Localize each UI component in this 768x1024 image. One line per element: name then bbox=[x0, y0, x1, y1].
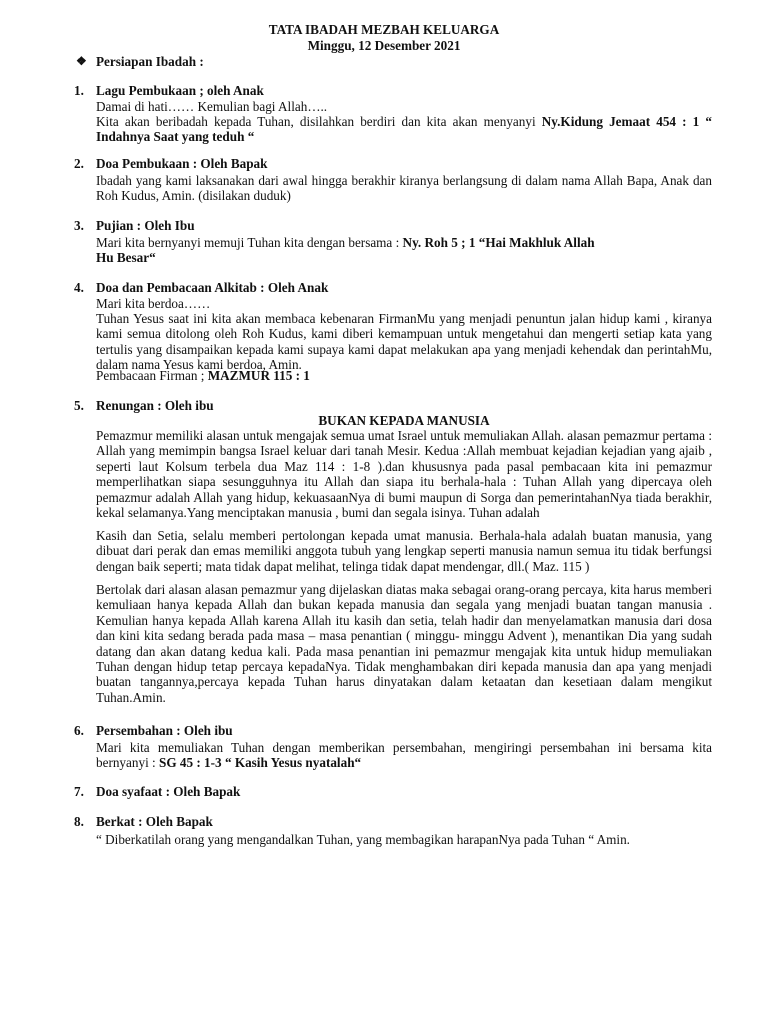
section-3-number: 3. bbox=[74, 218, 84, 233]
section-6-heading: Persembahan : Oleh ibu bbox=[96, 723, 233, 738]
sermon-paragraph-2: Kasih dan Setia, selalu memberi pertolongan kepada umat manusia. Berhala-hala adalah buatan manusia, yang dibuat dari perak dan emas memiliki anggota tubuh yang lengkap seperti manusia namun semua itu tidak berfungsi dengan baik seperti; mata tidak dapat melihat, telinga tidak dapat mendengar, dll.( Maz. 115 ) bbox=[96, 528, 712, 574]
section-7-number: 7. bbox=[74, 784, 84, 799]
section-4-number: 4. bbox=[74, 280, 84, 295]
section-6-number: 6. bbox=[74, 723, 84, 738]
section-3-song-ref: Ny. Roh 5 ; 1 “Hai Makhluk Allah bbox=[402, 235, 595, 250]
sermon-title: BUKAN KEPADA MANUSIA bbox=[318, 413, 490, 428]
section-2-number: 2. bbox=[74, 156, 84, 171]
document-date: Minggu, 12 Desember 2021 bbox=[307, 38, 461, 53]
section-3-text-1 bbox=[96, 235, 712, 250]
section-4-reading-label: Pembacaan Firman ; bbox=[96, 368, 208, 383]
section-4-text-3 bbox=[96, 368, 712, 383]
section-4-text-2: Tuhan Yesus saat ini kita akan membaca kebenaran FirmanMu yang menjadi penuntun jalan hidup kami , kiranya kami semua ditolong oleh Roh Kudus, kami diberi kemampuan untuk mengetahui dan mengerti setiap kata yang tertulis yang disampaikan kepada kami supaya kami dapat melakukan apa yang menjadi kehendak dan perintahMu, dalam nama Yesus kami berdoa, Amin. bbox=[96, 311, 712, 373]
section-2-text: Ibadah yang kami laksanakan dari awal hingga berakhir kiranya berlangsung di dalam nama Allah Bapa, Anak dan Roh Kudus, Amin. (disilakan duduk) bbox=[96, 173, 712, 204]
section-5-heading: Renungan : Oleh ibu bbox=[96, 398, 214, 413]
section-8-number: 8. bbox=[74, 814, 84, 829]
section-3-song-ref-cont: Hu Besar“ bbox=[96, 250, 156, 265]
section-1-number: 1. bbox=[74, 83, 84, 98]
sermon-paragraph-3: Bertolak dari alasan alasan pemazmur yang dijelaskan diatas maka sebagai orang-orang percaya, kita harus memberi kemuliaan hanya kepada Allah dan bukan kepada manusia dan segala yang menjadi buatan tangan manusia . Kemulian hanya kepada Allah karena Allah itu kasih dan setia, telah hadir dan menyelamatkan manusia dari dosa dan kini kita sedang berada pada masa – masa penantian ( minggu- minggu Advent ), menantikan Dia yang sudah datang dan akan datang kedua kali. Pada masa penantian ini pemazmur mengajak kita untuk hidup memuliakan Tuhan dengan hidup tetap percaya kepadaNya. Tidak menghambakan diri kepada manusia dan apa yang menjadi buatan tangannya,percaya kepada Tuhan harus dinyatakan dalam ketaatan dan kesetiaan dalam mengikut Tuhan.Amin. bbox=[96, 582, 712, 705]
section-3-heading: Pujian : Oleh Ibu bbox=[96, 218, 195, 233]
section-3-text-plain: Mari kita bernyanyi memuji Tuhan kita dengan bersama : bbox=[96, 235, 403, 250]
section-6-text bbox=[96, 740, 712, 771]
section-1-text-1: Damai di hati…… Kemulian bagi Allah….. bbox=[96, 99, 328, 114]
section-1-text-2 bbox=[96, 114, 712, 145]
section-8-text: “ Diberkatilah orang yang mengandalkan Tuhan, yang membagikan harapanNya pada Tuhan “ Amin. bbox=[96, 832, 630, 847]
section-3-text-2 bbox=[96, 250, 712, 265]
section-8-heading: Berkat : Oleh Bapak bbox=[96, 814, 213, 829]
section-4-reading-ref: MAZMUR 115 : 1 bbox=[207, 368, 310, 383]
section-1-song-ref: Ny.Kidung Jemaat 454 : 1 “ Indahnya Saat yang teduh “ bbox=[96, 114, 712, 145]
diamond-bullet-icon: ❖ bbox=[76, 54, 87, 68]
section-4-heading: Doa dan Pembacaan Alkitab : Oleh Anak bbox=[96, 280, 329, 295]
section-7-heading: Doa syafaat : Oleh Bapak bbox=[96, 784, 241, 799]
sermon-paragraph-1: Pemazmur memiliki alasan untuk mengajak semua umat Israel untuk memuliakan Allah. alasan pemazmur pertama : Allah yang memimpin bangsa Israel keluar dari tanah Mesir. Kedua :Allah membuat kejadian kejadian yang ajaib , seperti laut Kolsum terbela dua Maz 114 : 1-8 ).dan khususnya pada pasal pembacaan kita ini pemazmur memperlihatkan siapa sesungguhnya itu Allah dan siapa itu berhala-hala : Tuhan Allah yang dipercaya oleh pemazmur adalah Allah yang hidup, kekuasaanNya di bumi maupun di Sorga dan pemerintahanNya tiada berakhir, kekal selamanya.Yang menciptakan manusia , bumi dan segala isinya. Tuhan adalah bbox=[96, 428, 712, 521]
section-5-number: 5. bbox=[74, 398, 84, 413]
section-1-heading: Lagu Pembukaan ; oleh Anak bbox=[96, 83, 264, 98]
document-title: TATA IBADAH MEZBAH KELUARGA bbox=[268, 22, 500, 37]
section-6-song-ref: SG 45 : 1-3 “ Kasih Yesus nyatalah“ bbox=[159, 755, 362, 771]
section-1-text-2-plain: Kita akan beribadah kepada Tuhan, disilahkan berdiri dan kita akan menyanyi bbox=[96, 114, 542, 129]
prep-heading: Persiapan Ibadah : bbox=[96, 54, 204, 69]
section-4-text-1: Mari kita berdoa…… bbox=[96, 296, 211, 311]
section-6-text-plain: Mari kita memuliakan Tuhan dengan memberikan persembahan, mengiringi persembahan ini bersama kita bernyanyi : bbox=[96, 740, 712, 771]
section-2-heading: Doa Pembukaan : Oleh Bapak bbox=[96, 156, 268, 171]
